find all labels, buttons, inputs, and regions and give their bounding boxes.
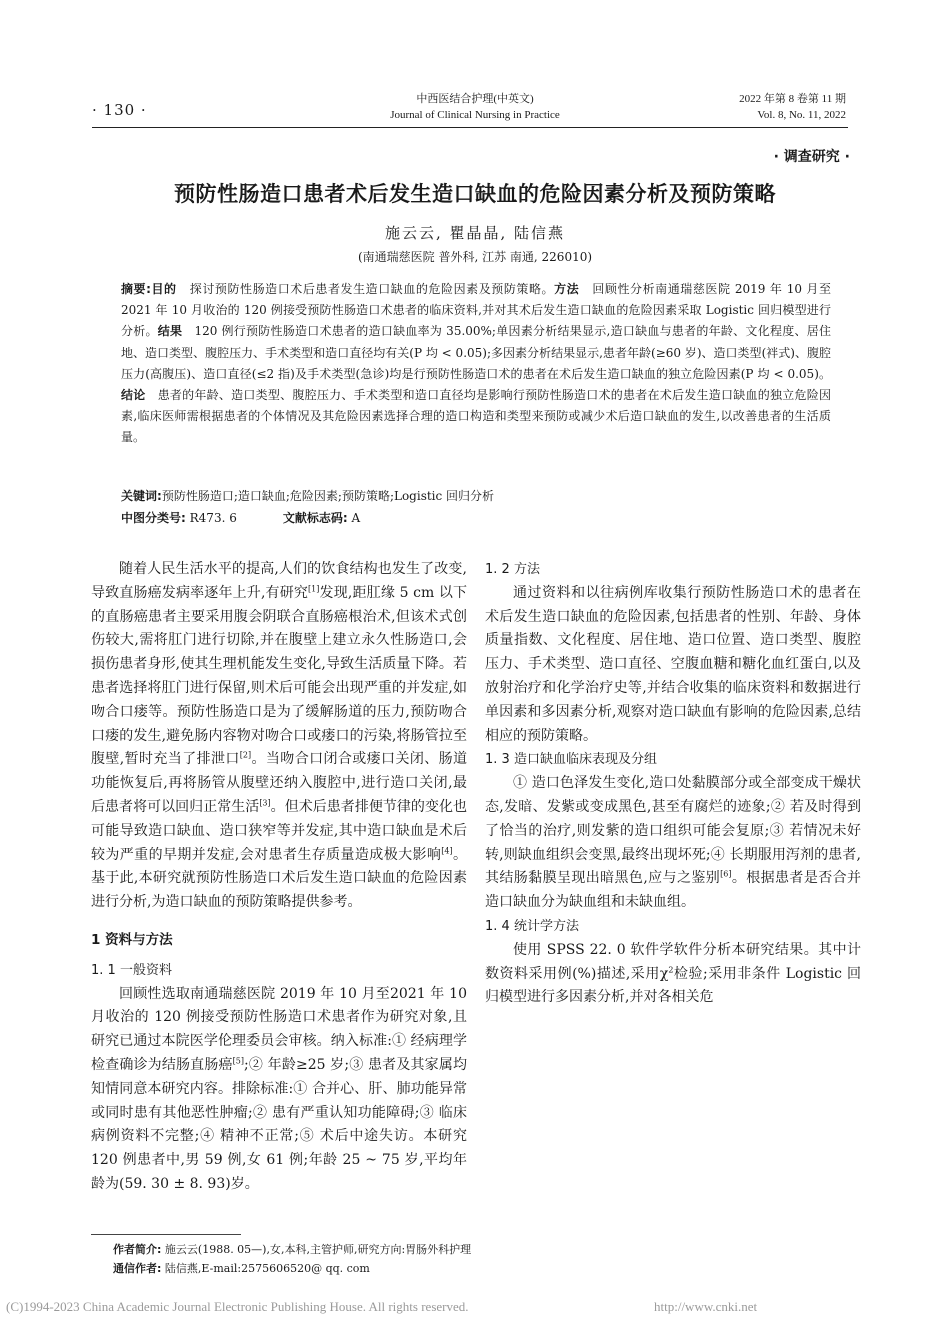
classification [121, 508, 831, 528]
intro-paragraph: 随着人民生活水平的提高,人们的饮食结构也发生了改变,导致直肠癌发病率逐年上升,有研究[1]发现,距肛缘 5 cm 以下的直肠癌患者主要采用腹会阴联合直肠癌根治术,但该术式创伤较大,需将肛门进行切除,并在腹壁上建立永久性肠造口,会损伤患者身形,使其生理机能发生变化,导致生活质量下降。若患者选择将肛门进行保留,则术后可能会出现严重的并发症,如吻合口瘘等。预防性肠造口是为了缓解肠道的压力,预防吻合口瘘的发生,避免肠内容物对吻合口或瘘口的污染,将肠管拉至腹壁,暂时充当了排泄口[2]。当吻合口闭合或瘘口关闭、肠道功能恢复后,再将肠管从腹壁还纳入腹腔中,进行造口关闭,最后患者将可以回归正常生活[3]。但术后患者排便节律的变化也可能导致造口缺血、造口狭窄等并发症,其中造口缺血是术后较为严重的早期并发症,会对患者生存质量造成极大影响[4]。基于此,本研究就预防性肠造口术后发生造口缺血的危险因素进行分析,为造口缺血的预防策略提供参考。 [91, 561, 468, 911]
section-heading-1: 1 资料与方法 [91, 931, 173, 948]
corresponding-author: 通信作者: 陆信燕,E-mail:2575606520@ qq. com [113, 1262, 370, 1275]
results-text: 120 例行预防性肠造口术患者的造口缺血率为 35.00%;单因素分析结果显示,造口缺血与患者的年龄、文化程度、居住地、造口类型、腹腔压力、手术类型和造口直径均有关(P 均 < 0.05);多因素分析结果显示,患者年龄(≥60 岁)、造口类型(袢式)、腹腔压力(高腹压)、造口直径(≤2 指)及手术类型(急诊)均是行预防性肠造口术的患者在术后发生造口缺血的独立危险因素(P 均 < 0.05)。 [121, 324, 831, 381]
author-bio: 作者简介: 施云云(1988. 05—),女,本科,主管护师,研究方向:胃肠外科护理 [113, 1243, 472, 1256]
issue-info [739, 91, 846, 123]
methods-paragraph: 通过资料和以往病例库收集行预防性肠造口术的患者在术后发生造口缺血的危险因素,包括患者的性别、年龄、身体质量指数、文化程度、居住地、造口位置、造口类型、腹腔压力、手术类型、造口直径、空腹血糖和糖化血红蛋白,以及放射治疗和化学治疗史等,并结合收集的临床资料和数据进行单因素和多因素分析,观察对造口缺血有影响的危险因素,总结相应的预防策略。 [485, 584, 861, 744]
subsection-heading-1-1: 1. 1 一般资料 [91, 962, 172, 978]
methods-text: 回顾性分析南通瑞慈医院 2019 年 10 月至 2021 年 10 月收治的 120 例接受预防性肠造口术患者的临床资料,并对其术后发生造口缺血的危险因素采取 Logistic 回归模型进行分析。 [121, 282, 831, 339]
clc-value: R473. 6 [189, 511, 237, 525]
issue-info-en: Vol. 8, No. 11, 2022 [757, 109, 846, 121]
keywords-text: 预防性肠造口;造口缺血;危险因素;预防策略;Logistic 回归分析 [161, 489, 495, 503]
statistics-paragraph: 使用 SPSS 22. 0 软件学软件分析本研究结果。其中计数资料采用例(%)描述,采用$\chi^2$检验;采用非条件 Logistic 回归模型进行多因素分析,并对各相关危 [485, 941, 861, 1006]
cnki-url: http://www.cnki.net [654, 1299, 758, 1314]
keywords [121, 486, 831, 506]
citation-ref: [5] [232, 1056, 245, 1066]
doc-code-label: 文献标志码: [282, 511, 348, 525]
abstract [121, 279, 831, 449]
methods-label: 方法 [554, 282, 580, 296]
copyright-footer [6, 1299, 758, 1315]
subsection-heading-1-2: 1. 2 方法 [485, 562, 540, 577]
header-divider [92, 127, 848, 128]
abstract-label: 摘要: [121, 282, 151, 296]
section-tag: · 调查研究 · [773, 149, 850, 165]
body-column-right [485, 558, 861, 1010]
issue-info-cn: 2022 年第 8 卷第 11 期 [739, 93, 846, 105]
clc-label: 中图分类号: [121, 511, 186, 525]
journal-name-en: Journal of Clinical Nursing in Practice [390, 109, 560, 121]
doc-code-value: A [351, 511, 361, 525]
page-number: · 130 · [92, 101, 147, 119]
authors: 施云云, 瞿晶晶, 陆信燕 [384, 224, 566, 242]
grouping-paragraph: ① 造口色泽发生变化,造口处黏膜部分或全部变成干燥状态,发暗、发紫或变成黑色,甚至有腐烂的迹象;② 若及时得到了恰当的治疗,则发紫的造口组织可能会复原;③ 若情况未好转,则缺血组织会变黑,最终出现坏死;④ 长期服用泻剂的患者,其结肠黏膜呈现出暗黑色,应与之鉴别[6]。根据患者是否合并造口缺血分为缺血组和未缺血组。 [485, 775, 862, 911]
citation-ref: [4] [441, 845, 453, 855]
citation-ref: [3] [259, 798, 271, 808]
footnotes [113, 1240, 471, 1278]
journal-name-cn: 中西医结合护理(中英文) [416, 93, 534, 105]
results-label: 结果 [157, 324, 183, 339]
footnote-divider [91, 1234, 241, 1235]
copyright-text: (C)1994-2023 China Academic Journal Electronic Publishing House. All rights reserved. [6, 1299, 469, 1314]
citation-ref: [6] [720, 869, 732, 879]
article-title: 预防性肠造口患者术后发生造口缺血的危险因素分析及预防策略 [174, 182, 776, 206]
subsection-heading-1-3: 1. 3 造口缺血临床表现及分组 [485, 752, 657, 768]
objective-text: 探讨预防性肠造口术后患者发生造口缺血的危险因素及预防策略。 [189, 282, 555, 296]
body-column-left [91, 558, 467, 1197]
conclusion-text: 患者的年龄、造口类型、腹腔压力、手术类型和造口直径均是影响行预防性肠造口术的患者在术后发生造口缺血的独立危险因素,临床医师需根据患者的个体情况及其危险因素选择合理的造口构造和类型来预防或减少术后造口缺血的发生,以改善患者的生活质量。 [121, 388, 831, 445]
conclusion-label: 结论 [121, 388, 146, 403]
objective-label: 目的 [150, 282, 177, 296]
citation-ref: [2] [239, 750, 252, 760]
subsection-heading-1-4: 1. 4 统计学方法 [485, 918, 579, 934]
affiliation: (南通瑞慈医院 普外科, 江苏 南通, 226010) [357, 250, 593, 264]
journal-name [330, 91, 620, 123]
keywords-label: 关键词: [121, 489, 162, 503]
general-data-paragraph: 回顾性选取南通瑞慈医院 2019 年 10 月至2021 年 10 月收治的 120 例接受预防性肠造口术患者作为研究对象,且研究已通过本院医学伦理委员会审核。纳入标准:① 经病理学检查确诊为结肠直肠癌[5];② 年龄≥25 岁;③ 患者及其家属均知情同意本研究内容。排除标准:① 合并心、肝、肺功能异常或同时患有其他恶性肿瘤;② 患有严重认知功能障碍;③ 临床病例资料不完整;④ 精神不正常;⑤ 术后中途失访。本研究 120 例患者中,男 59 例,女 61 例;年龄 25 ~ 75 岁,平均年龄为(59. 30 ± 8. 93)岁。 [91, 985, 467, 1192]
citation-ref: [1] [308, 584, 320, 594]
